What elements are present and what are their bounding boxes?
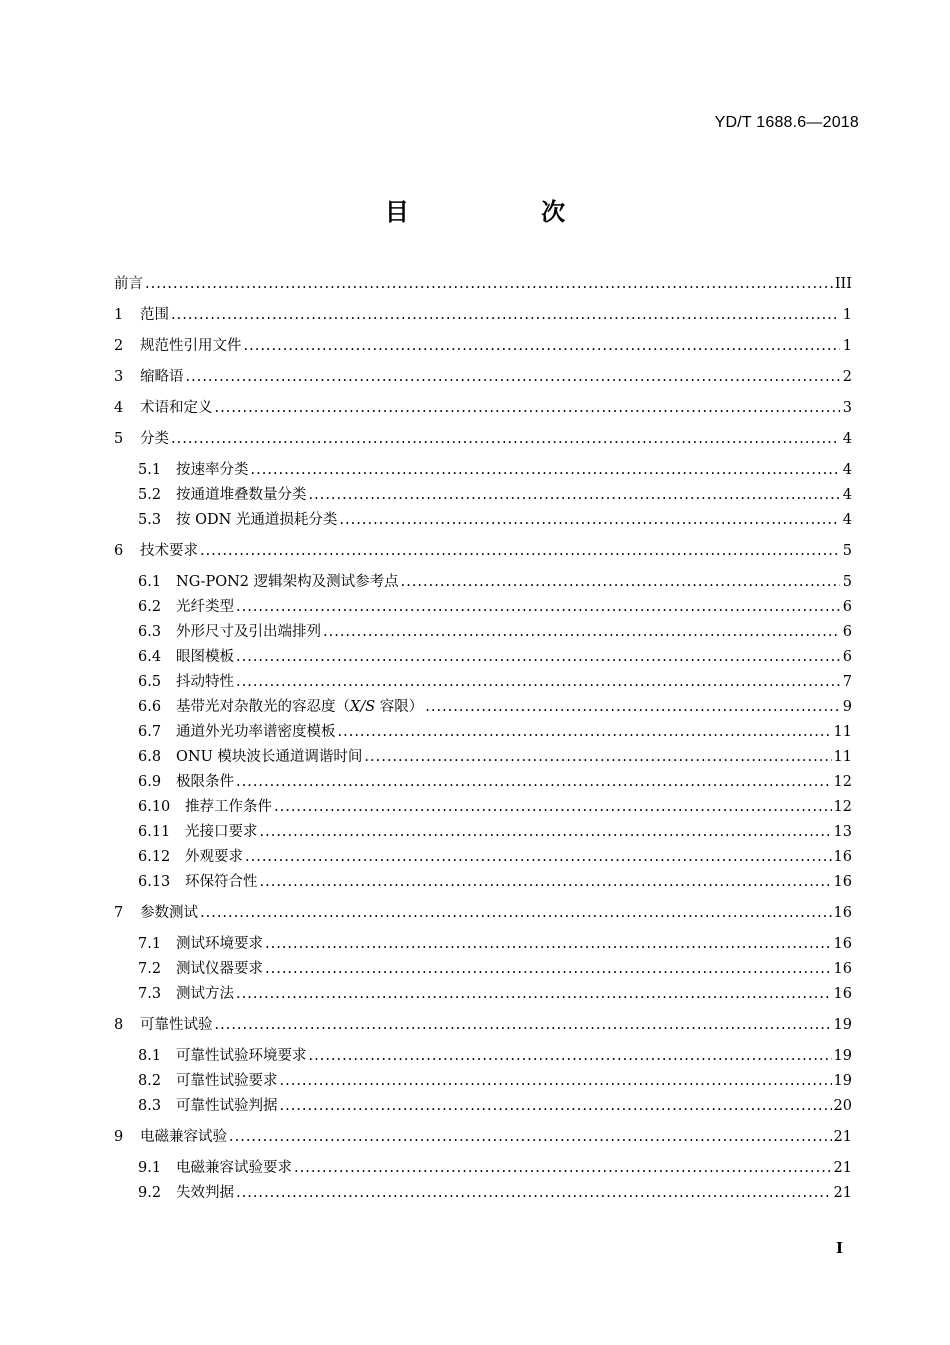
toc-entry-6-13[interactable]: [138, 872, 852, 892]
toc-label: 缩略语: [140, 369, 184, 385]
toc-page: 16: [833, 874, 852, 890]
toc-leader: [251, 460, 841, 480]
toc-page: 11: [833, 724, 852, 740]
toc-number: 6.10: [138, 799, 171, 815]
toc-entry-8-1[interactable]: [138, 1046, 852, 1066]
toc-leader: [274, 797, 832, 817]
toc-entry-7-3[interactable]: [138, 984, 852, 1004]
toc-entry-8-2[interactable]: [138, 1071, 852, 1091]
toc-page: 19: [833, 1048, 852, 1064]
toc-label: 光纤类型: [176, 599, 234, 615]
toc-number: 8.1: [138, 1048, 162, 1064]
toc-label: NG-PON2 逻辑架构及测试参考点: [176, 574, 399, 590]
toc-leader: [200, 541, 840, 561]
toc-label: 测试方法: [176, 986, 234, 1002]
toc-number: 6.8: [138, 749, 162, 765]
toc-number: 5.2: [138, 487, 162, 503]
toc-leader: [244, 336, 841, 356]
toc-page: 2: [842, 369, 852, 385]
toc-page: 21: [833, 1129, 852, 1145]
toc-number: 6.4: [138, 649, 162, 665]
toc-label: 按速率分类: [176, 462, 249, 478]
toc-entry-5-2[interactable]: [138, 485, 852, 505]
toc-label: 分类: [140, 431, 169, 447]
toc-page: 16: [833, 905, 852, 921]
toc-label: 按通道堆叠数量分类: [176, 487, 307, 503]
toc-page: 6: [842, 599, 852, 615]
toc-label: 可靠性试验: [140, 1017, 213, 1033]
toc-page: 19: [833, 1017, 852, 1033]
toc-page: 7: [842, 674, 852, 690]
toc-number: 3: [114, 369, 124, 385]
toc-leader: [236, 647, 840, 667]
toc-leader: [338, 722, 832, 742]
toc-number: 6.13: [138, 874, 171, 890]
toc-number: 6.6: [138, 699, 162, 715]
toc-leader: [200, 903, 832, 923]
toc-leader: [265, 959, 832, 979]
toc-label: 测试仪器要求: [176, 961, 263, 977]
toc-entry-6-7[interactable]: [138, 722, 852, 742]
toc-leader: [401, 572, 840, 592]
toc-entry-6[interactable]: [114, 541, 852, 561]
toc-leader: [280, 1096, 832, 1116]
toc-page: 3: [842, 400, 852, 416]
toc-number: 7.1: [138, 936, 162, 952]
toc-label: 可靠性试验环境要求: [176, 1048, 307, 1064]
toc-number: 9: [114, 1129, 124, 1145]
toc-leader: [236, 984, 832, 1004]
toc-entry-7-2[interactable]: [138, 959, 852, 979]
toc-label: 技术要求: [140, 543, 198, 559]
toc-label: 眼图模板: [176, 649, 234, 665]
toc-label: [176, 697, 423, 717]
toc-number: 5.3: [138, 512, 162, 528]
toc-entry-9[interactable]: [114, 1127, 852, 1147]
toc-label: 光接口要求: [185, 824, 258, 840]
toc-entry-2[interactable]: [114, 336, 852, 356]
toc-number: 6.7: [138, 724, 162, 740]
toc-leader: [236, 772, 832, 792]
toc-page: 6: [842, 649, 852, 665]
toc-entry-foreword[interactable]: [114, 274, 852, 294]
toc-leader: [294, 1158, 832, 1178]
toc-number: 6.11: [138, 824, 171, 840]
toc-label: 术语和定义: [140, 400, 213, 416]
toc-entry-6-5[interactable]: [138, 672, 852, 692]
toc-page: 5: [842, 543, 852, 559]
toc-page: 5: [842, 574, 852, 590]
toc-page: 1: [842, 307, 852, 323]
toc-entry-6-12[interactable]: [138, 847, 852, 867]
document-code: YD/T 1688.6—2018: [714, 114, 859, 131]
toc-leader: [171, 305, 840, 325]
toc-label: 前言: [114, 276, 143, 292]
toc-page: 12: [833, 799, 852, 815]
toc-entry-5-3[interactable]: [138, 510, 852, 530]
toc-page: 6: [842, 624, 852, 640]
toc-label-emphasis: X/S: [350, 699, 376, 715]
toc-page: 19: [833, 1073, 852, 1089]
toc-leader: [265, 934, 832, 954]
toc-leader: [245, 847, 832, 867]
toc-number: 7.3: [138, 986, 162, 1002]
toc-label-prefix: 基带光对杂散光的容忍度（: [176, 699, 350, 715]
toc-entry-9-2[interactable]: [138, 1183, 852, 1203]
toc-leader: [145, 274, 833, 294]
toc-number: 6.2: [138, 599, 162, 615]
toc-number: 8.3: [138, 1098, 162, 1114]
toc-leader: [364, 747, 831, 767]
toc-leader: [323, 622, 840, 642]
toc-entry-5-1[interactable]: [138, 460, 852, 480]
toc-entry-6-3[interactable]: [138, 622, 852, 642]
toc-leader: [280, 1071, 832, 1091]
toc-label: 外观要求: [185, 849, 243, 865]
toc-entry-6-9[interactable]: [138, 772, 852, 792]
toc-leader: [236, 672, 840, 692]
toc-page: 4: [842, 512, 852, 528]
toc-entry-6-6[interactable]: [138, 697, 852, 717]
toc-title: 目 次: [384, 198, 628, 226]
toc-label: 参数测试: [140, 905, 198, 921]
toc-leader: [425, 697, 840, 717]
toc-entry-6-10[interactable]: [138, 797, 852, 817]
toc-entry-1[interactable]: [114, 305, 852, 325]
toc-label: 电磁兼容试验要求: [176, 1160, 292, 1176]
toc-number: 1: [114, 307, 124, 323]
toc-label: 失效判据: [176, 1185, 234, 1201]
toc-page: 11: [833, 749, 852, 765]
toc-label: 电磁兼容试验: [140, 1129, 227, 1145]
toc-page: 21: [833, 1185, 852, 1201]
toc-number: 4: [114, 400, 124, 416]
toc-label: 范围: [140, 307, 169, 323]
toc-entry-6-2[interactable]: [138, 597, 852, 617]
toc-leader: [215, 398, 841, 418]
toc-number: 6: [114, 543, 124, 559]
toc-leader: [260, 872, 832, 892]
toc-number: 6.3: [138, 624, 162, 640]
toc-entry-8-3[interactable]: [138, 1096, 852, 1116]
toc-page: 12: [833, 774, 852, 790]
toc-entry-7[interactable]: [114, 903, 852, 923]
toc-number: 7: [114, 905, 124, 921]
toc-number: 8.2: [138, 1073, 162, 1089]
toc-page: 13: [833, 824, 852, 840]
toc-page: 21: [833, 1160, 852, 1176]
toc-label: 外形尺寸及引出端排列: [176, 624, 321, 640]
toc-label: 环保符合性: [185, 874, 258, 890]
toc-leader: [236, 1183, 832, 1203]
toc-entry-3[interactable]: [114, 367, 852, 387]
toc-entry-9-1[interactable]: [138, 1158, 852, 1178]
toc-leader: [215, 1015, 832, 1035]
toc-number: 9.1: [138, 1160, 162, 1176]
toc-page: 20: [833, 1098, 852, 1114]
toc-leader: [309, 485, 841, 505]
toc-entry-6-1[interactable]: [138, 572, 852, 592]
toc-entry-5[interactable]: [114, 429, 852, 449]
toc-number: 6.1: [138, 574, 162, 590]
toc-entry-7-1[interactable]: [138, 934, 852, 954]
toc-label-suffix: 容限）: [375, 699, 424, 715]
toc-page: 16: [833, 936, 852, 952]
toc-number: 7.2: [138, 961, 162, 977]
toc-page: III: [834, 276, 852, 292]
toc-leader: [309, 1046, 832, 1066]
toc-label: 规范性引用文件: [140, 338, 242, 354]
toc-entry-4[interactable]: [114, 398, 852, 418]
toc-leader: [186, 367, 841, 387]
toc-entry-6-8[interactable]: [138, 747, 852, 767]
toc-label: 通道外光功率谱密度模板: [176, 724, 336, 740]
page-number: I: [836, 1239, 844, 1257]
toc-label: 抖动特性: [176, 674, 234, 690]
toc-number: 8: [114, 1017, 124, 1033]
toc-label: 测试环境要求: [176, 936, 263, 952]
toc-number: 5: [114, 431, 124, 447]
toc-entry-8[interactable]: [114, 1015, 852, 1035]
toc-page: 16: [833, 986, 852, 1002]
toc-number: 5.1: [138, 462, 162, 478]
toc-page: 16: [833, 849, 852, 865]
toc-entry-6-4[interactable]: [138, 647, 852, 667]
toc-label: 可靠性试验判据: [176, 1098, 278, 1114]
toc-number: 6.9: [138, 774, 162, 790]
toc-leader: [236, 597, 840, 617]
toc-leader: [339, 510, 840, 530]
toc-page: 4: [842, 431, 852, 447]
toc-number: 6.5: [138, 674, 162, 690]
toc-leader: [229, 1127, 832, 1147]
toc-page: 4: [842, 487, 852, 503]
toc-number: 9.2: [138, 1185, 162, 1201]
toc-page: 16: [833, 961, 852, 977]
toc-label: 按 ODN 光通道损耗分类: [176, 512, 338, 528]
toc-page: 4: [842, 462, 852, 478]
toc-entry-6-11[interactable]: [138, 822, 852, 842]
toc-number: 6.12: [138, 849, 171, 865]
toc-leader: [260, 822, 832, 842]
toc-page: 9: [842, 699, 852, 715]
toc-label: 推荐工作条件: [185, 799, 272, 815]
toc-label: 极限条件: [176, 774, 234, 790]
toc-label: ONU 模块波长通道调谐时间: [176, 749, 363, 765]
toc-page: 1: [842, 338, 852, 354]
toc-label: 可靠性试验要求: [176, 1073, 278, 1089]
toc-number: 2: [114, 338, 124, 354]
toc-leader: [171, 429, 840, 449]
